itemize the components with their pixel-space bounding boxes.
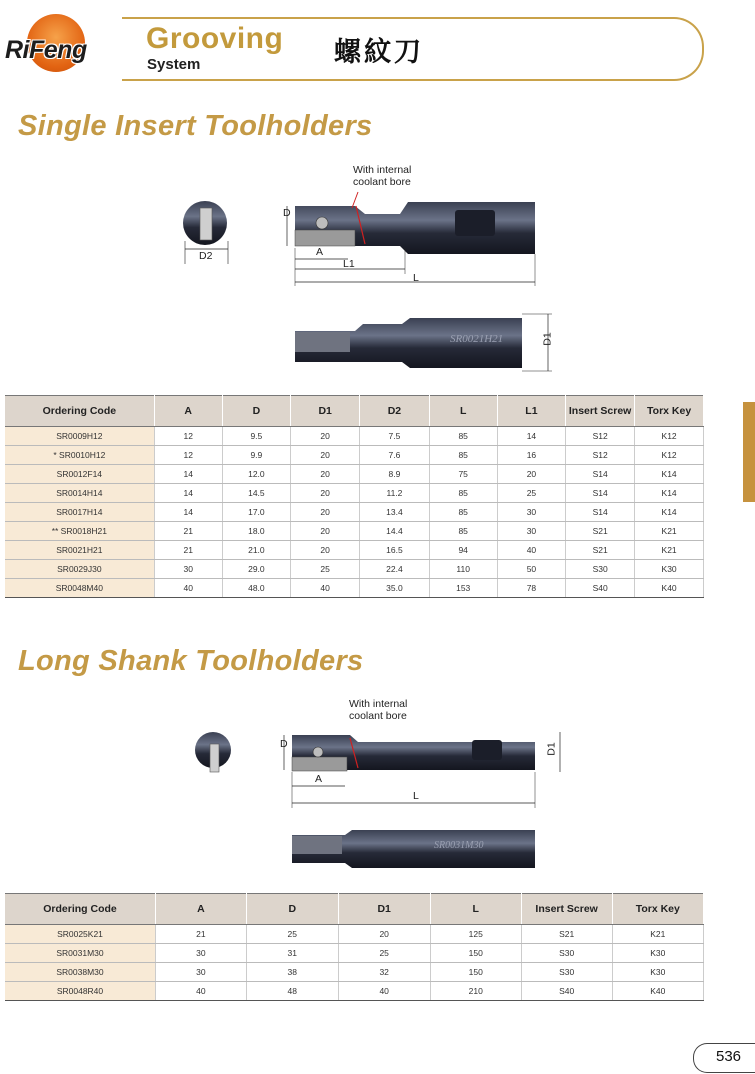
table-cell: 110 — [429, 560, 497, 579]
long-insert-screw-icon — [313, 747, 323, 757]
table-cell: 13.4 — [360, 503, 429, 522]
long-tool-engraving: SR0031M30 — [434, 840, 484, 851]
table-cell: K30 — [612, 944, 703, 963]
single-insert-diagram — [170, 186, 570, 386]
table-cell: S30 — [566, 560, 635, 579]
dim-d1: D1 — [541, 332, 554, 346]
table-cell: S12 — [566, 446, 635, 465]
table-cell: 20 — [497, 465, 565, 484]
ordering-code-cell: SR0021H21 — [5, 541, 154, 560]
table-cell: 8.9 — [360, 465, 429, 484]
coolant-note-1: With internal coolant bore — [353, 164, 412, 188]
insert-teeth-bottom — [295, 332, 350, 352]
single-insert-table — [5, 395, 704, 598]
table-cell: S40 — [521, 982, 612, 1001]
table-cell: 17.0 — [222, 503, 290, 522]
long-shank-table — [5, 893, 704, 1001]
table-cell: 20 — [291, 541, 360, 560]
col-d1-2: D1 — [338, 894, 430, 925]
ordering-code-cell: SR0009H12 — [5, 427, 154, 446]
col-insert-screw: Insert Screw — [566, 396, 635, 427]
col-d-2: D — [246, 894, 338, 925]
table-cell: 16.5 — [360, 541, 429, 560]
table-cell: K12 — [635, 446, 704, 465]
col-torx-key: Torx Key — [635, 396, 704, 427]
table-cell: 75 — [429, 465, 497, 484]
table-cell: 25 — [338, 944, 430, 963]
table-cell: K14 — [635, 503, 704, 522]
table-cell: 20 — [291, 522, 360, 541]
insert-teeth — [295, 230, 355, 246]
table-cell: 9.5 — [222, 427, 290, 446]
table-cell: 30 — [155, 963, 246, 982]
table-cell: 20 — [291, 503, 360, 522]
col-l1: L1 — [497, 396, 565, 427]
table-cell: 94 — [429, 541, 497, 560]
col-ordering-code-2: Ordering Code — [5, 894, 155, 925]
table-cell: 21 — [155, 925, 246, 944]
table-cell: 21 — [154, 522, 222, 541]
table-cell: 21 — [154, 541, 222, 560]
page-title-chinese: 螺紋刀 — [334, 37, 424, 68]
table-cell: 30 — [497, 522, 565, 541]
table-cell: 9.9 — [222, 446, 290, 465]
table-cell: 40 — [154, 579, 222, 598]
table-row — [5, 484, 704, 503]
ordering-code-cell: SR0025K21 — [5, 925, 155, 944]
table-cell: 30 — [155, 944, 246, 963]
table-cell: 35.0 — [360, 579, 429, 598]
col-ordering-code: Ordering Code — [5, 396, 154, 427]
page-number: 536 — [716, 1048, 742, 1065]
table-cell: 85 — [429, 446, 497, 465]
table-cell: 125 — [430, 925, 521, 944]
table-cell: 150 — [430, 963, 521, 982]
table-cell: S14 — [566, 503, 635, 522]
table-row — [5, 427, 704, 446]
table-cell: S30 — [521, 963, 612, 982]
table-cell: K40 — [635, 579, 704, 598]
table-cell: 7.6 — [360, 446, 429, 465]
coolant-note-2: With internal coolant bore — [349, 698, 408, 722]
col-d2: D2 — [360, 396, 429, 427]
table-cell: 16 — [497, 446, 565, 465]
table-cell: 14 — [154, 484, 222, 503]
table-cell: 21.0 — [222, 541, 290, 560]
table-row — [5, 925, 704, 944]
table-cell: 40 — [497, 541, 565, 560]
table-row — [5, 446, 704, 465]
col-d: D — [222, 396, 290, 427]
col-insert-screw-2: Insert Screw — [521, 894, 612, 925]
table-cell: 78 — [497, 579, 565, 598]
table-cell: 30 — [154, 560, 222, 579]
table-cell: K21 — [612, 925, 703, 944]
col-l-2: L — [430, 894, 521, 925]
table-cell: 12.0 — [222, 465, 290, 484]
table-cell: 40 — [338, 982, 430, 1001]
table-cell: S30 — [521, 944, 612, 963]
ordering-code-cell: ** SR0018H21 — [5, 522, 154, 541]
end-view-insert-2 — [210, 744, 219, 772]
ordering-code-cell: SR0038M30 — [5, 963, 155, 982]
table-cell: 48 — [246, 982, 338, 1001]
table-cell: 14.4 — [360, 522, 429, 541]
long-insert-teeth-bottom — [292, 836, 342, 854]
col-d1: D1 — [291, 396, 360, 427]
dim-d-long: D — [280, 738, 288, 750]
col-torx-key-2: Torx Key — [612, 894, 703, 925]
brand-logo — [5, 14, 103, 72]
side-tab — [743, 402, 755, 502]
table-cell: 85 — [429, 503, 497, 522]
table-cell: 20 — [291, 427, 360, 446]
end-view-insert — [200, 208, 212, 240]
table-cell: K40 — [612, 982, 703, 1001]
dim-a: A — [316, 246, 324, 258]
page-subtitle: System — [147, 56, 201, 73]
table-cell: S40 — [566, 579, 635, 598]
ordering-code-cell: SR0012F14 — [5, 465, 154, 484]
ordering-code-cell: SR0029J30 — [5, 560, 154, 579]
table-cell: K30 — [612, 963, 703, 982]
table-cell: 20 — [291, 465, 360, 484]
table-row — [5, 541, 704, 560]
ordering-code-cell: * SR0010H12 — [5, 446, 154, 465]
long-insert-teeth — [292, 757, 347, 771]
table-cell: 12 — [154, 427, 222, 446]
table-cell: 38 — [246, 963, 338, 982]
table-cell: 85 — [429, 427, 497, 446]
ordering-code-cell: SR0014H14 — [5, 484, 154, 503]
table-cell: S21 — [566, 541, 635, 560]
tool-flat — [455, 210, 495, 236]
dim-l: L — [413, 272, 419, 284]
table-cell: 31 — [246, 944, 338, 963]
table-cell: K14 — [635, 484, 704, 503]
long-shank-rows — [5, 925, 704, 1001]
table-cell: S12 — [566, 427, 635, 446]
table-cell: K14 — [635, 465, 704, 484]
table-cell: 85 — [429, 522, 497, 541]
page-title: Grooving — [146, 22, 284, 55]
ordering-code-cell: SR0017H14 — [5, 503, 154, 522]
dim-l-long: L — [413, 790, 419, 802]
table-cell: 25 — [246, 925, 338, 944]
table-row — [5, 982, 704, 1001]
long-shank-diagram — [180, 720, 580, 880]
col-a: A — [154, 396, 222, 427]
table-cell: S21 — [566, 522, 635, 541]
dim-a-long: A — [315, 773, 323, 785]
table-cell: 20 — [291, 446, 360, 465]
section-title-single: Single Insert Toolholders — [18, 110, 373, 142]
table-cell: 50 — [497, 560, 565, 579]
table-cell: 14 — [497, 427, 565, 446]
dim-d2: D2 — [199, 250, 213, 262]
dim-d1-long: D1 — [545, 742, 558, 756]
table-cell: K12 — [635, 427, 704, 446]
table-cell: 40 — [291, 579, 360, 598]
table-cell: 12 — [154, 446, 222, 465]
dim-d: D — [283, 207, 291, 219]
table-cell: 30 — [497, 503, 565, 522]
table-cell: 210 — [430, 982, 521, 1001]
table-row — [5, 963, 704, 982]
table-cell: 20 — [338, 925, 430, 944]
table-cell: S14 — [566, 484, 635, 503]
table-row — [5, 522, 704, 541]
table-cell: 32 — [338, 963, 430, 982]
table-cell: 11.2 — [360, 484, 429, 503]
insert-screw-icon — [316, 217, 328, 229]
table-row — [5, 944, 704, 963]
table-cell: 20 — [291, 484, 360, 503]
ordering-code-cell: SR0031M30 — [5, 944, 155, 963]
table-cell: 22.4 — [360, 560, 429, 579]
ordering-code-cell: SR0048M40 — [5, 579, 154, 598]
table-cell: 48.0 — [222, 579, 290, 598]
table-cell: 7.5 — [360, 427, 429, 446]
table-row — [5, 579, 704, 598]
table-cell: S21 — [521, 925, 612, 944]
table-cell: K21 — [635, 541, 704, 560]
table-cell: 40 — [155, 982, 246, 1001]
col-l: L — [429, 396, 497, 427]
single-insert-rows — [5, 427, 704, 598]
table-cell: 29.0 — [222, 560, 290, 579]
table-cell: 85 — [429, 484, 497, 503]
table-cell: K30 — [635, 560, 704, 579]
table-cell: 25 — [497, 484, 565, 503]
dim-l1: L1 — [343, 258, 355, 270]
logo-text: RiFeng — [5, 36, 87, 64]
section-title-long: Long Shank Toolholders — [18, 645, 364, 677]
col-a-2: A — [155, 894, 246, 925]
table-cell: 14.5 — [222, 484, 290, 503]
table-cell: 18.0 — [222, 522, 290, 541]
ordering-code-cell: SR0048R40 — [5, 982, 155, 1001]
tool-engraving: SR0021H21 — [450, 333, 504, 345]
table-row — [5, 503, 704, 522]
table-cell: 14 — [154, 465, 222, 484]
table-cell: S14 — [566, 465, 635, 484]
table-row — [5, 560, 704, 579]
long-tool-flat — [472, 740, 502, 760]
table-cell: 150 — [430, 944, 521, 963]
table-cell: K21 — [635, 522, 704, 541]
table-cell: 153 — [429, 579, 497, 598]
table-cell: 25 — [291, 560, 360, 579]
table-row — [5, 465, 704, 484]
table-cell: 14 — [154, 503, 222, 522]
